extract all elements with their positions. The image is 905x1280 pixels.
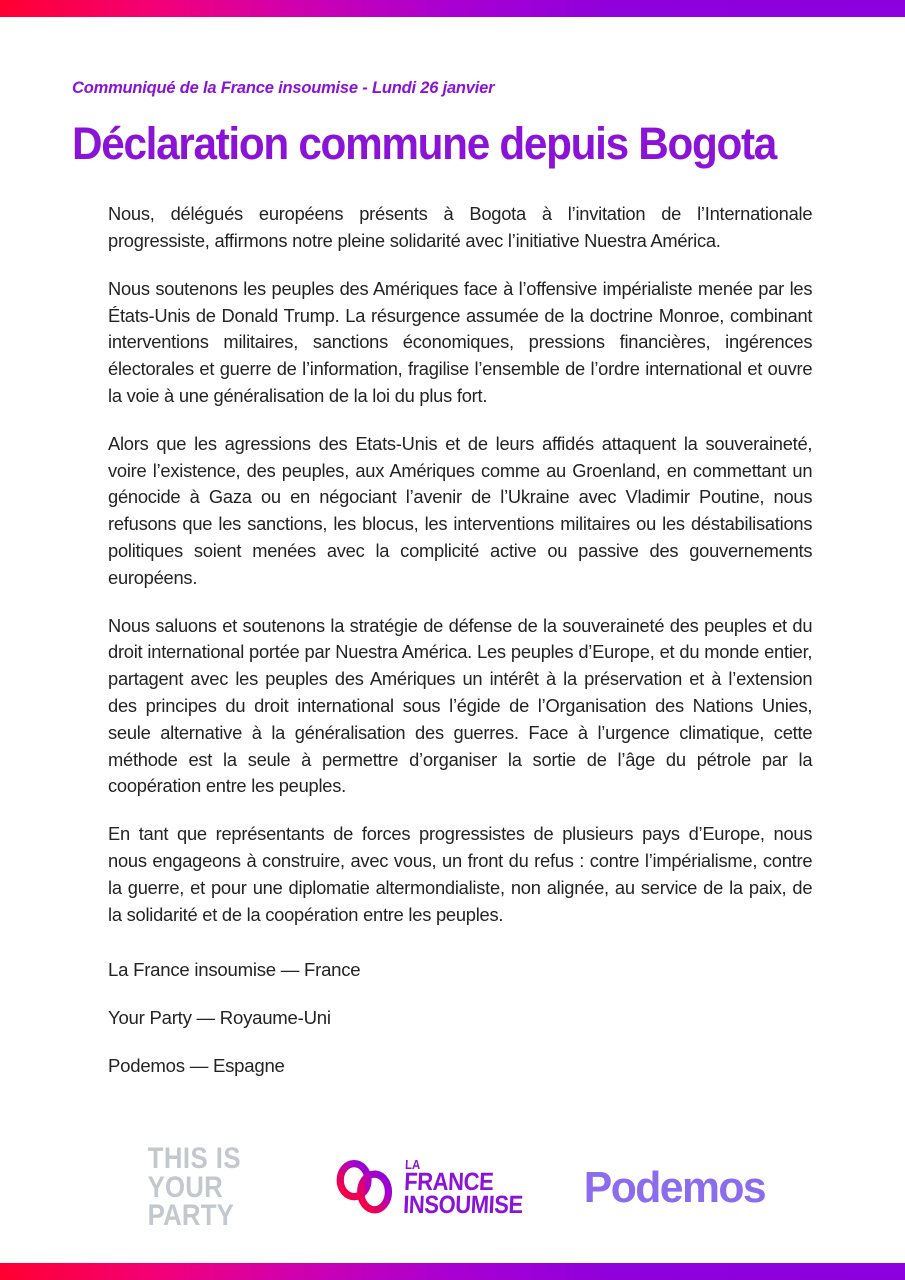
page-title: Déclaration commune depuis Bogota [72,118,777,169]
paragraph: Nous soutenons les peuples des Amériques face à l’offensive impérialiste menée par les États-Unis de Donald Trump. La résurgence assumée de la doctrine Monroe, combinant interventions militaires, sanctions économiques, pressions financières, ingérences électorales et guerre de l’information, fragilise l’ensemble de l’ordre international et ouvre la voie à une généralisation de la loi du plus fort. [108,277,813,407]
podemos-logo: Podemos [584,1162,766,1212]
top-gradient-bar [0,0,905,17]
paragraph: Nous, délégués européens présents à Bogota à l’invitation de l’Internationale progressiste, affirmons notre pleine solidarité avec l’initiative Nuestra América. [108,203,813,252]
paragraph: En tant que représentants de forces progressistes de plusieurs pays d’Europe, nous nous engageons à construire, avec vous, un front du refus : contre l’impérialisme, contre la guerre, et pour une diplomatie altermondialiste, non alignée, au service de la paix, de la solidarité et de la coopération entre les peuples. [108,823,813,925]
france-insoumise-wordmark [402,1156,524,1219]
paragraph: Nous saluons et soutenons la stratégie de défense de la souveraineté des peuples et du droit international portée par Nuestra América. Les peuples d’Europe, et du monde entier, partagent avec les peuples des Amériques un intérêt à la préservation et à l’extension des principes du droit international sous l’égide de l’Organisation des Nations Unies, seule alternative à la généralisation des guerres. Face à l’urgence climatique, cette méthode est la seule à permettre d’organiser la sortie de l’âge du pétrole par la coopération entre les peuples. [108,614,813,797]
bottom-gradient-bar [0,1263,905,1280]
signatory-item: Your Party — Royaume-Uni [108,1007,331,1029]
document-content [0,17,905,1263]
signatory-item: La France insoumise — France [108,959,361,981]
your-party-logo-line2: YOUR PARTY [147,1170,234,1232]
signatory-item: Podemos — Espagne [108,1055,285,1077]
lfi-word-la: LA [404,1156,421,1172]
phi-symbol-icon [331,1155,397,1221]
paragraph: Alors que les agressions des Etats-Unis et de leurs affidés attaquent la souveraineté, voire l’existence, des peuples, aux Amériques comme au Groenland, en commettant un génocide à Gaza ou en négociant l’avenir de l’Ukraine avec Vladimir Poutine, nous refusons que les sanctions, les blocus, les interventions militaires ou les déstabilisations politiques soient menées avec la complicité active ou passive des gouvernements européens. [108,432,813,588]
your-party-logo [147,1142,278,1232]
france-insoumise-logo [331,1155,540,1221]
body-text-block [72,167,833,1079]
logo-strip [72,1101,833,1230]
lfi-word-insoumise: INSOUMISE [402,1190,524,1219]
your-party-logo-line1: THIS IS [147,1142,241,1176]
communique-kicker: Communiqué de la France insoumise - Lundi 26 janvier [72,79,495,97]
lfi-word-france: FRANCE [403,1167,494,1196]
signatory-list [108,949,823,1079]
